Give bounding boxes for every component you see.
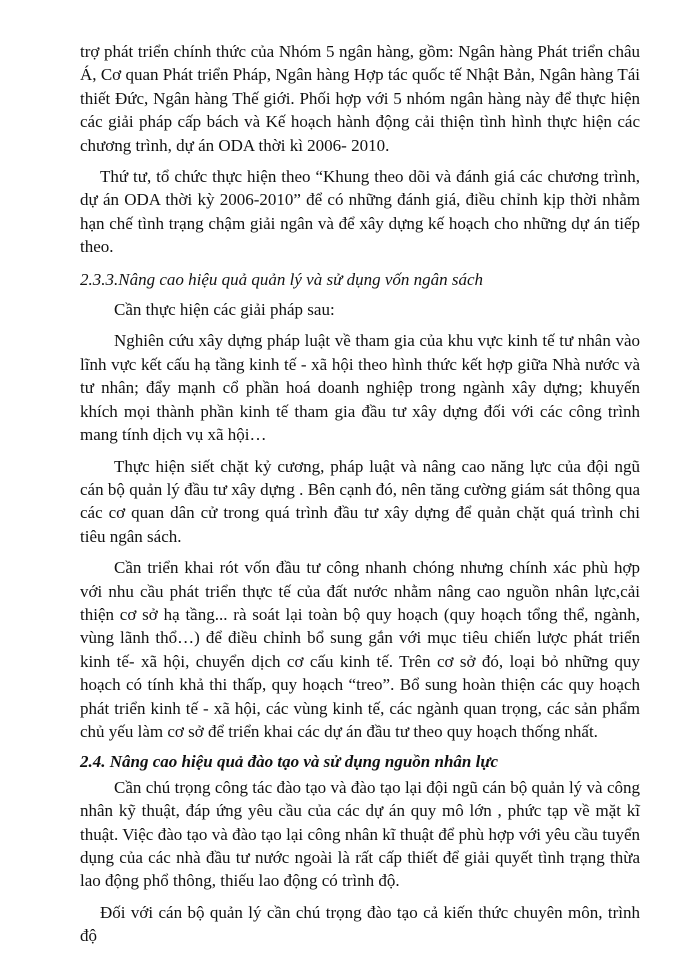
- paragraph-discipline-supervision: Thực hiện siết chặt kỷ cương, pháp luật và nâng cao năng lực của đội ngũ cán bộ quản lý đầu tư xây dựng . Bên cạnh đó, nên tăng cường giám sát thông qua các cơ quan dân cử trong quá trình đầu tư xây dựng để quản chặt quá trình chi tiêu ngân sách.: [80, 456, 640, 546]
- paragraph-private-sector-law: Nghiên cứu xây dựng pháp luật về tham gia của khu vực kinh tế tư nhân vào lĩnh vực kết cấu hạ tầng kinh tế - xã hội theo hình thức kết hợp giữa Nhà nước và tư nhân; đẩy mạnh cổ phần hoá doanh nghiệp trong ngành xây dựng; khuyến khích mọi thành phần kinh tế tham gia đầu tư xây dựng đối với các công trình mang tính dịch vụ xã hội…: [80, 331, 640, 445]
- paragraph-solutions-intro: Cần thực hiện các giải pháp sau:: [114, 300, 335, 320]
- paragraph-oda-banks: trợ phát triển chính thức của Nhóm 5 ngân hàng, gồm: Ngân hàng Phát triển châu Á, Cơ quan Phát triển Pháp, Ngân hàng Hợp tác quốc tế Nhật Bản, Ngân hàng Tái thiết Đức, Ngân hàng Thế giới. Phối hợp với 5 nhóm ngân hàng này để thực hiện các giải pháp cấp bách và Kế hoạch hành động cải thiện tình hình thực hiện các chương trình, dự án ODA thời kì 2006- 2010.: [80, 42, 640, 155]
- paragraph-public-investment-planning: Cần triển khai rót vốn đầu tư công nhanh chóng nhưng chính xác phù hợp với nhu cầu phát triển thực tế của đất nước nhằm nâng cao nguồn nhân lực,cải thiện cơ sở hạ tầng... rà soát lại toàn bộ quy hoạch (quy hoạch tổng thể, ngành, vùng lãnh thổ…) để điều chỉnh bổ sung gắn với mục tiêu chiến lược phát triển kinh tế- xã hội, chuyển dịch cơ cấu kinh tế. Trên cơ sở đó, loại bỏ những quy hoạch có tính khả thi thấp, quy hoạch “treo”. Bổ sung hoàn thiện các quy hoạch phát triển kinh tế - xã hội, các vùng kinh tế, các ngành quan trọng, các sản phẩm chủ yếu làm cơ sở để triển khai các dự án đầu tư theo quy hoạch thống nhất.: [80, 558, 640, 741]
- paragraph-managers-training: Đối với cán bộ quản lý cần chú trọng đào tạo cả kiến thức chuyên môn, trình độ: [80, 902, 640, 946]
- section-heading-2-3-3: 2.3.3.Nâng cao hiệu quả quản lý và sử dụng vốn ngân sách: [80, 269, 484, 289]
- paragraph-training-workers: Cần chú trọng công tác đào tạo và đào tạo lại đội ngũ cán bộ quản lý và công nhân kỹ thuật, đáp ứng yêu cầu của các dự án quy mô lớn , phức tạp về mặt kĩ thuật. Việc đào tạo và đào tạo lại công nhân kĩ thuật để phù hợp với yêu cầu tuyển dụng của các nhà đầu tư nước ngoài là rất cấp thiết để giải quyết tình trạng thừa lao động phổ thông, thiếu lao động có trình độ.: [80, 777, 640, 891]
- section-heading-2-4: 2.4. Nâng cao hiệu quả đào tạo và sử dụng nguồn nhân lực: [80, 752, 499, 772]
- paragraph-monitoring-framework: Thứ tư, tổ chức thực hiện theo “Khung theo dõi và đánh giá các chương trình, dự án ODA thời kỳ 2006-2010” để có những đánh giá, điều chỉnh kịp thời nhằm hạn chế tình trạng chậm giải ngân và để xây dựng kế hoạch cho những dự án tiếp theo.: [80, 167, 640, 257]
